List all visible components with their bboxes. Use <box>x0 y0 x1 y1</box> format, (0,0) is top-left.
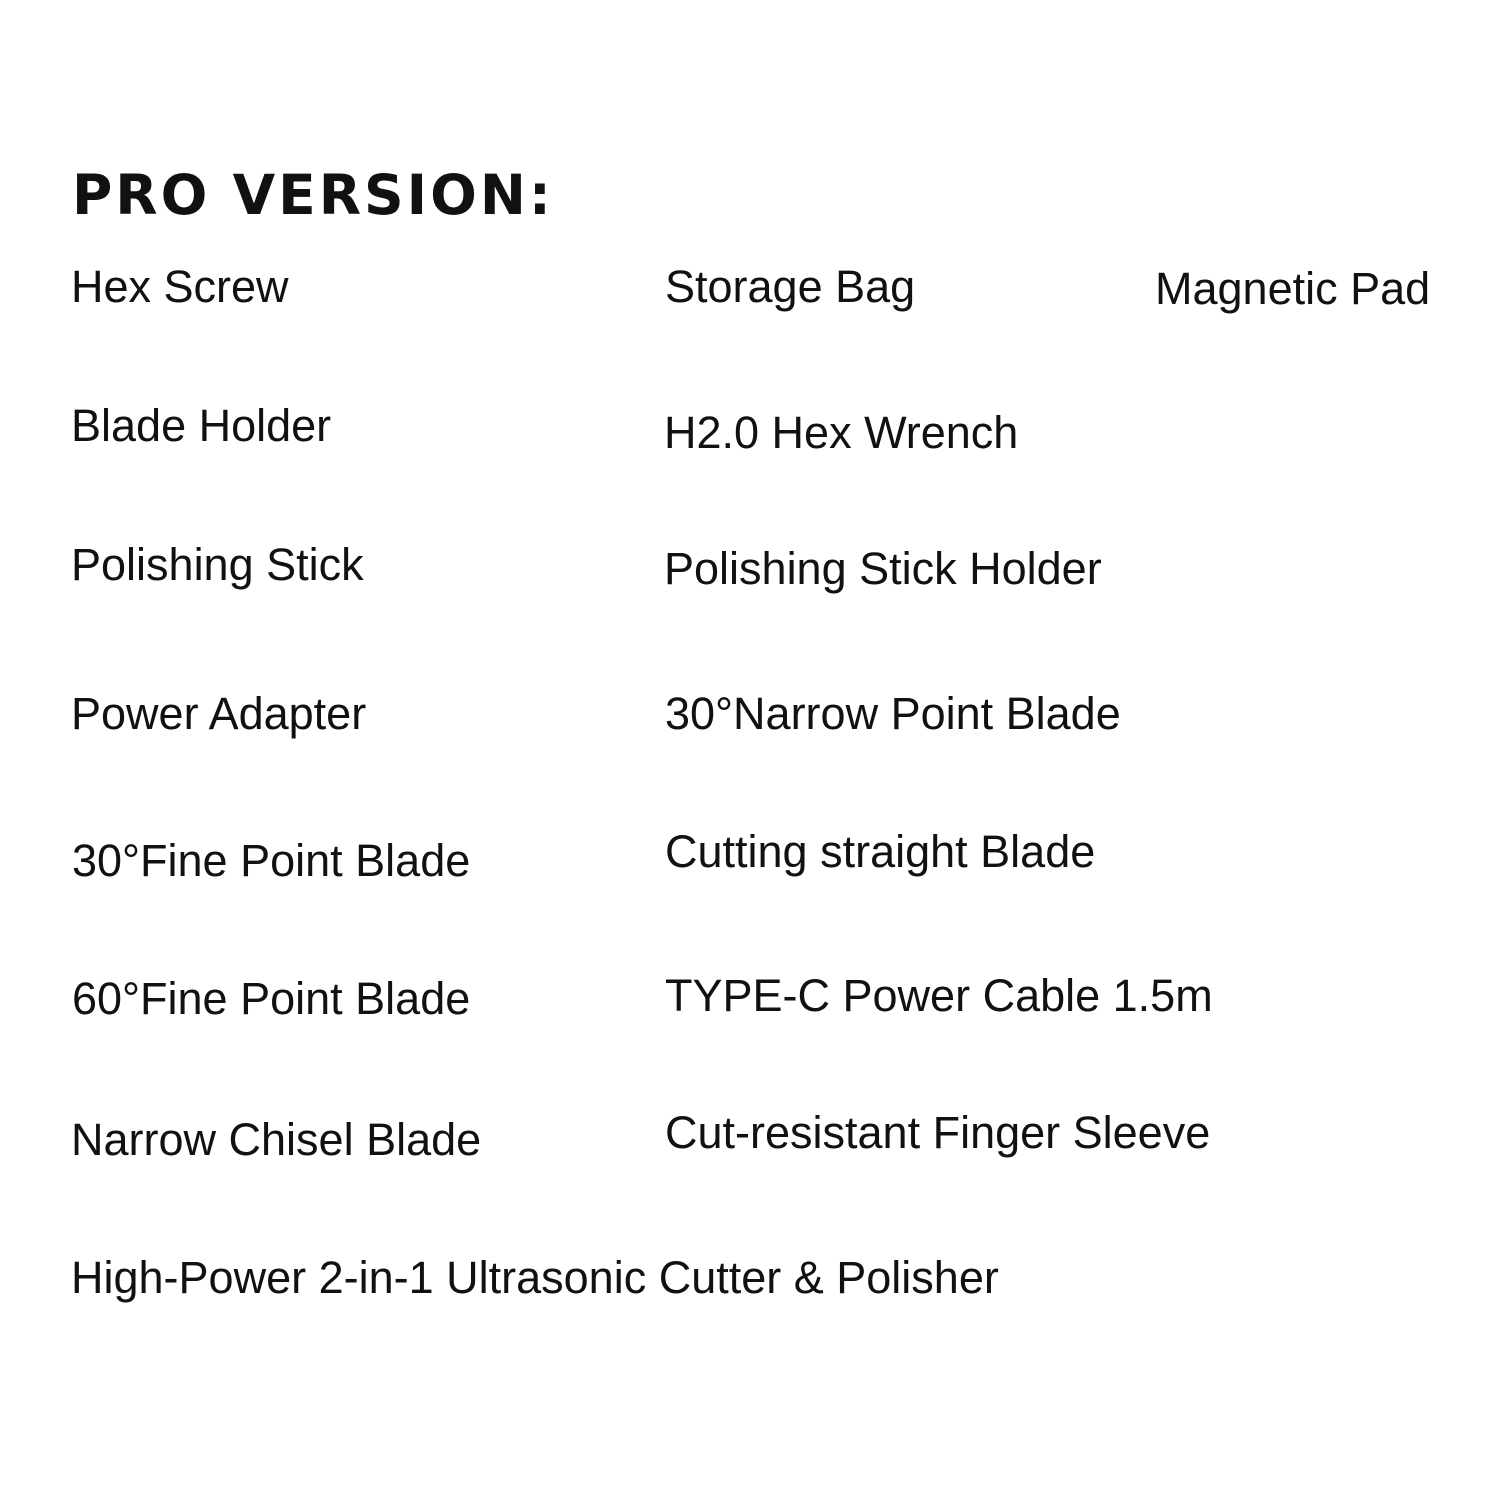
item-storage-bag: Storage Bag <box>665 261 916 312</box>
item-power-adapter: Power Adapter <box>71 688 367 739</box>
item-60-fine-point-blade: 60°Fine Point Blade <box>72 973 471 1024</box>
item-narrow-chisel-blade: Narrow Chisel Blade <box>71 1114 482 1165</box>
item-polishing-stick-holder: Polishing Stick Holder <box>664 543 1102 594</box>
item-cutting-straight-blade: Cutting straight Blade <box>665 826 1096 877</box>
item-magnetic-pad: Magnetic Pad <box>1155 263 1431 314</box>
item-polishing-stick: Polishing Stick <box>71 539 364 590</box>
item-h20-hex-wrench: H2.0 Hex Wrench <box>664 407 1019 458</box>
item-type-c-power-cable: TYPE-C Power Cable 1.5m <box>665 970 1213 1021</box>
item-blade-holder: Blade Holder <box>71 400 332 451</box>
page-title: PRO VERSION: <box>72 163 554 227</box>
item-cutter-polisher: High-Power 2-in-1 Ultrasonic Cutter & Polisher <box>71 1252 999 1303</box>
item-30-fine-point-blade: 30°Fine Point Blade <box>72 835 471 886</box>
item-hex-screw: Hex Screw <box>71 261 289 312</box>
item-30-narrow-point-blade: 30°Narrow Point Blade <box>665 688 1121 739</box>
item-cut-resistant-finger-sleeve: Cut-resistant Finger Sleeve <box>665 1107 1211 1158</box>
